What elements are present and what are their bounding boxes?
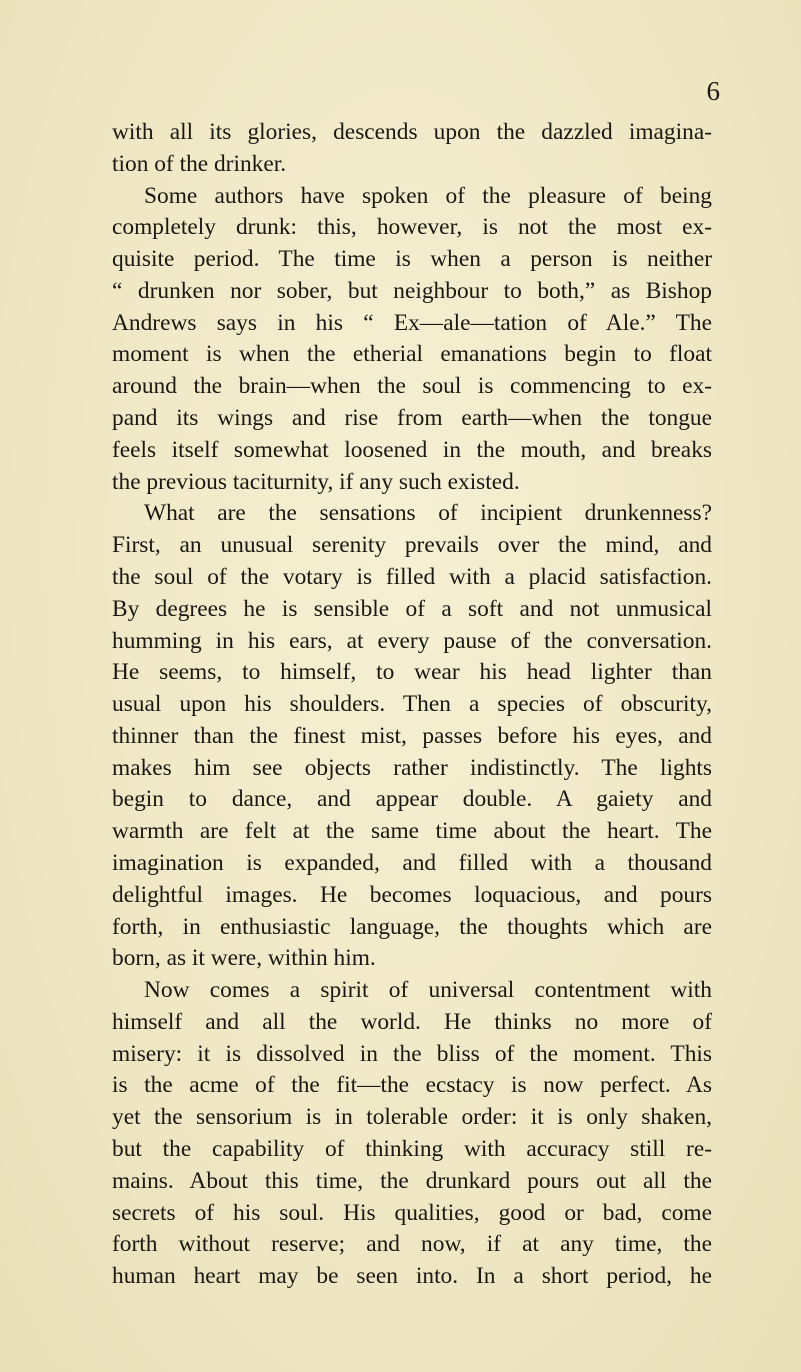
- text-line: begin to dance, and appear double. A gaiety and: [112, 786, 712, 813]
- text-line: “ drunken nor sober, but neighbour to both,” as Bishop: [112, 277, 712, 304]
- text-line: quisite period. The time is when a person is neither: [112, 246, 712, 273]
- text-line: human heart may be seen into. In a short period, he: [112, 1263, 712, 1290]
- text-line: warmth are felt at the same time about the heart. The: [112, 818, 712, 845]
- text-line: around the brain—when the soul is commencing to ex-: [112, 373, 712, 400]
- text-line: pand its wings and rise from earth—when the tongue: [112, 405, 712, 432]
- text-line: humming in his ears, at every pause of the conversation.: [112, 627, 712, 654]
- text-line: is the acme of the fit—the ecstacy is now perfect. As: [112, 1072, 712, 1099]
- text-line: but the capability of thinking with accuracy still re-: [112, 1136, 712, 1162]
- text-line: imagination is expanded, and filled with a thousand: [112, 849, 712, 876]
- text-line: feels itself somewhat loosened in the mouth, and breaks: [112, 436, 712, 463]
- text-line: mains. About this time, the drunkard pours out all the: [112, 1167, 712, 1194]
- text-line: Some authors have spoken of the pleasure of being: [144, 182, 712, 209]
- text-line: forth, in enthusiastic language, the thoughts which are: [112, 913, 712, 940]
- text-line: the soul of the votary is filled with a placid satisfaction.: [112, 563, 712, 590]
- text-line: delightful images. He becomes loquacious, and pours: [112, 881, 712, 908]
- text-line: thinner than the finest mist, passes before his eyes, and: [112, 722, 712, 749]
- text-line: born, as it were, within him.: [112, 945, 376, 972]
- text-line: makes him see objects rather indistinctly. The lights: [112, 754, 712, 781]
- text-line: completely drunk: this, however, is not the most ex-: [112, 214, 712, 241]
- text-line: usual upon his shoulders. Then a species of obscurity,: [112, 691, 712, 718]
- text-line: himself and all the world. He thinks no more of: [112, 1008, 712, 1035]
- text-line: First, an unusual serenity prevails over the mind, and: [112, 532, 712, 559]
- text-line: the previous taciturnity, if any such existed.: [112, 468, 520, 495]
- text-line: By degrees he is sensible of a soft and not unmusical: [112, 595, 712, 622]
- text-line: What are the sensations of incipient drunkenness?: [144, 500, 712, 527]
- text-line: Now comes a spirit of universal contentment with: [144, 977, 712, 1004]
- text-line: secrets of his soul. His qualities, good or bad, come: [112, 1199, 712, 1226]
- text-line: tion of the drinker.: [112, 150, 287, 177]
- text-line: yet the sensorium is in tolerable order: it is only shaken,: [112, 1104, 712, 1131]
- text-line: forth without reserve; and now, if at any time, the: [112, 1231, 712, 1258]
- body-text: [112, 117, 712, 1293]
- page-number: 6: [706, 76, 720, 106]
- text-line: He seems, to himself, to wear his head lighter than: [112, 659, 712, 686]
- text-line: moment is when the etherial emanations begin to float: [112, 341, 712, 368]
- text-line: misery: it is dissolved in the bliss of the moment. This: [112, 1040, 712, 1067]
- text-line: with all its glories, descends upon the dazzled imagina-: [112, 119, 712, 145]
- text-line: Andrews says in his “ Ex—ale—tation of Ale.” The: [112, 309, 712, 336]
